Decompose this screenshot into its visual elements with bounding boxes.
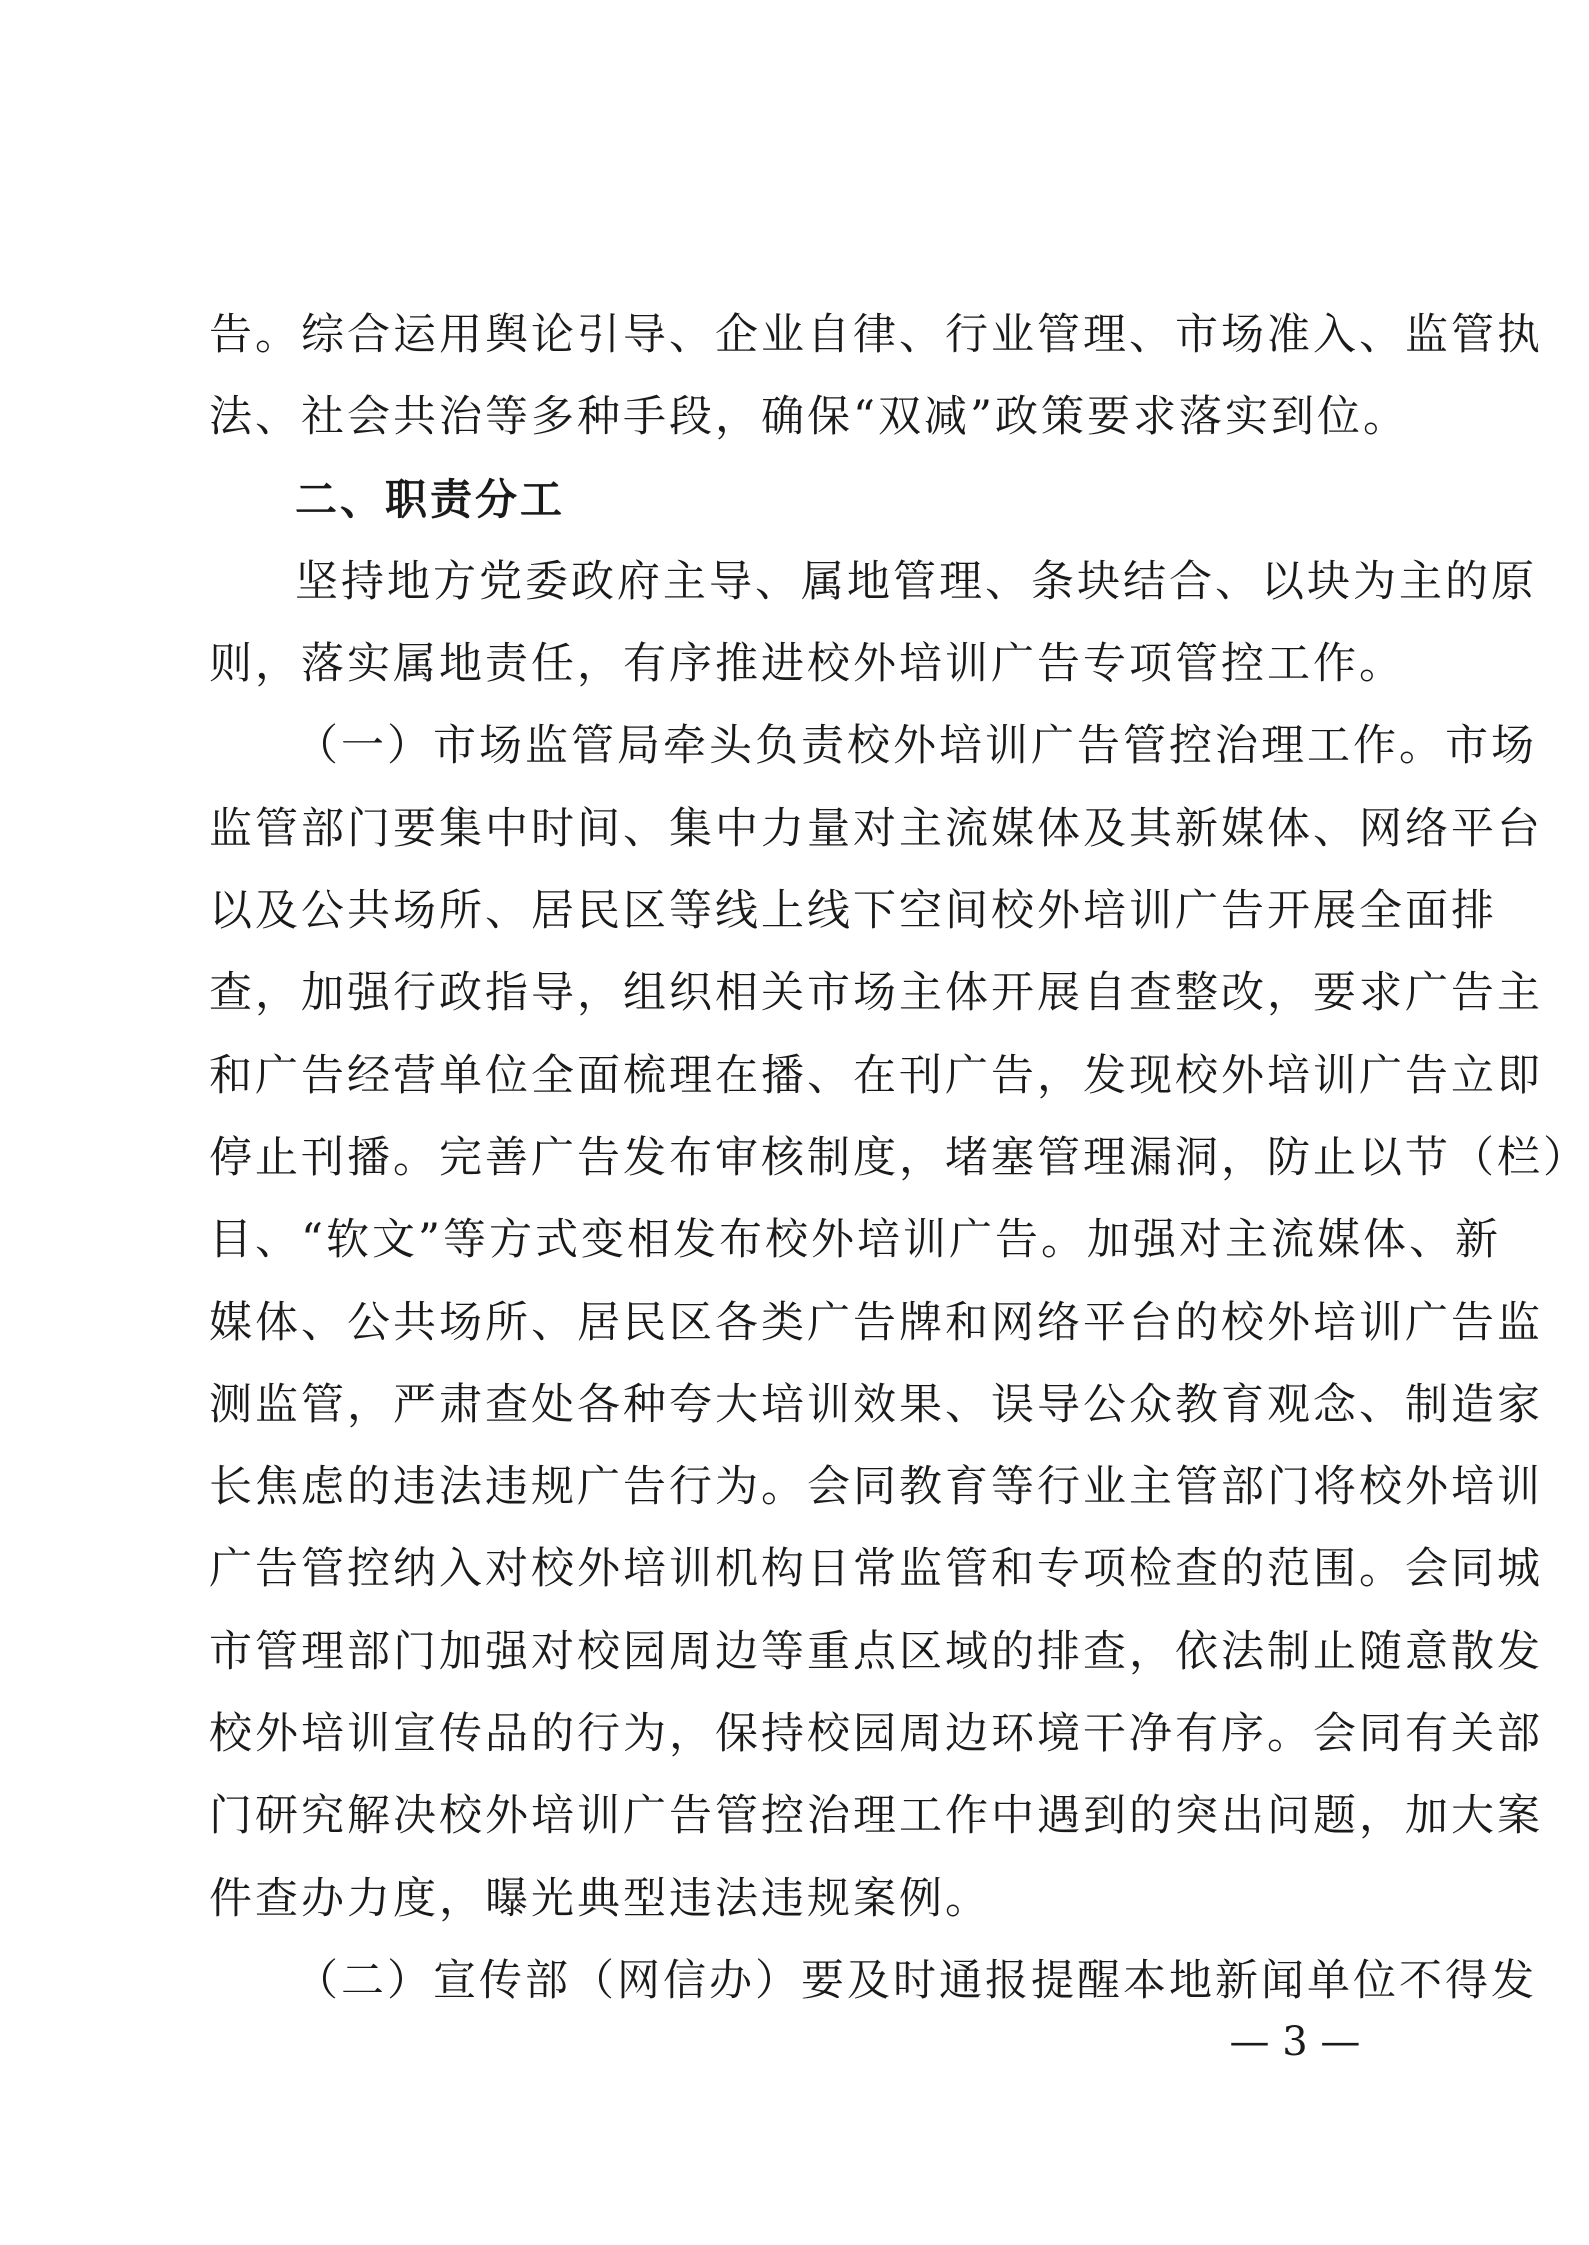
body-line: 媒体、公共场所、居民区各类广告牌和网络平台的校外培训广告监 bbox=[209, 1297, 1543, 1348]
body-line: 门研究解决校外培训广告管控治理工作中遇到的突出问题，加大案 bbox=[209, 1791, 1543, 1842]
body-line: 停止刊播。完善广告发布审核制度，堵塞管理漏洞，防止以节（栏） bbox=[209, 1132, 1589, 1183]
document-body bbox=[209, 294, 1589, 2022]
body-line: 件查办力度，曝光典型违法违规案例。 bbox=[209, 1873, 991, 1924]
page-number: — 3 — bbox=[1229, 2019, 1361, 2065]
body-line: 则，落实属地责任，有序推进校外培训广告专项管控工作。 bbox=[209, 639, 1405, 690]
body-line: 和广告经营单位全面梳理在播、在刊广告，发现校外培训广告立即 bbox=[209, 1050, 1543, 1101]
body-line: 长焦虑的违法违规广告行为。会同教育等行业主管部门将校外培训 bbox=[209, 1462, 1543, 1513]
body-line: 以及公共场所、居民区等线上线下空间校外培训广告开展全面排 bbox=[209, 886, 1497, 937]
body-line: 广告管控纳入对校外培训机构日常监管和专项检查的范围。会同城 bbox=[209, 1544, 1543, 1595]
body-line: 监管部门要集中时间、集中力量对主流媒体及其新媒体、网络平台 bbox=[209, 803, 1543, 854]
body-line: 查，加强行政指导，组织相关市场主体开展自查整改，要求广告主 bbox=[209, 968, 1543, 1019]
section-heading: 二、职责分工 bbox=[295, 474, 566, 524]
paragraph-first-line: （一）市场监管局牵头负责校外培训广告管控治理工作。市场 bbox=[295, 721, 1537, 772]
paragraph-first-line: 坚持地方党委政府主导、属地管理、条块结合、以块为主的原 bbox=[295, 556, 1537, 607]
body-line: 告。综合运用舆论引导、企业自律、行业管理、市场准入、监管执 bbox=[209, 310, 1543, 360]
body-line: 市管理部门加强对校园周边等重点区域的排查，依法制止随意散发 bbox=[209, 1626, 1543, 1677]
body-line: 测监管，严肃查处各种夸大培训效果、误导公众教育观念、制造家 bbox=[209, 1379, 1543, 1430]
body-line: 目、“软文”等方式变相发布校外培训广告。加强对主流媒体、新 bbox=[209, 1215, 1501, 1266]
body-line: 法、社会共治等多种手段，确保“双减”政策要求落实到位。 bbox=[209, 392, 1409, 443]
paragraph-first-line: （二）宣传部（网信办）要及时通报提醒本地新闻单位不得发 bbox=[295, 1955, 1537, 2006]
body-line: 校外培训宣传品的行为，保持校园周边环境干净有序。会同有关部 bbox=[209, 1709, 1543, 1760]
